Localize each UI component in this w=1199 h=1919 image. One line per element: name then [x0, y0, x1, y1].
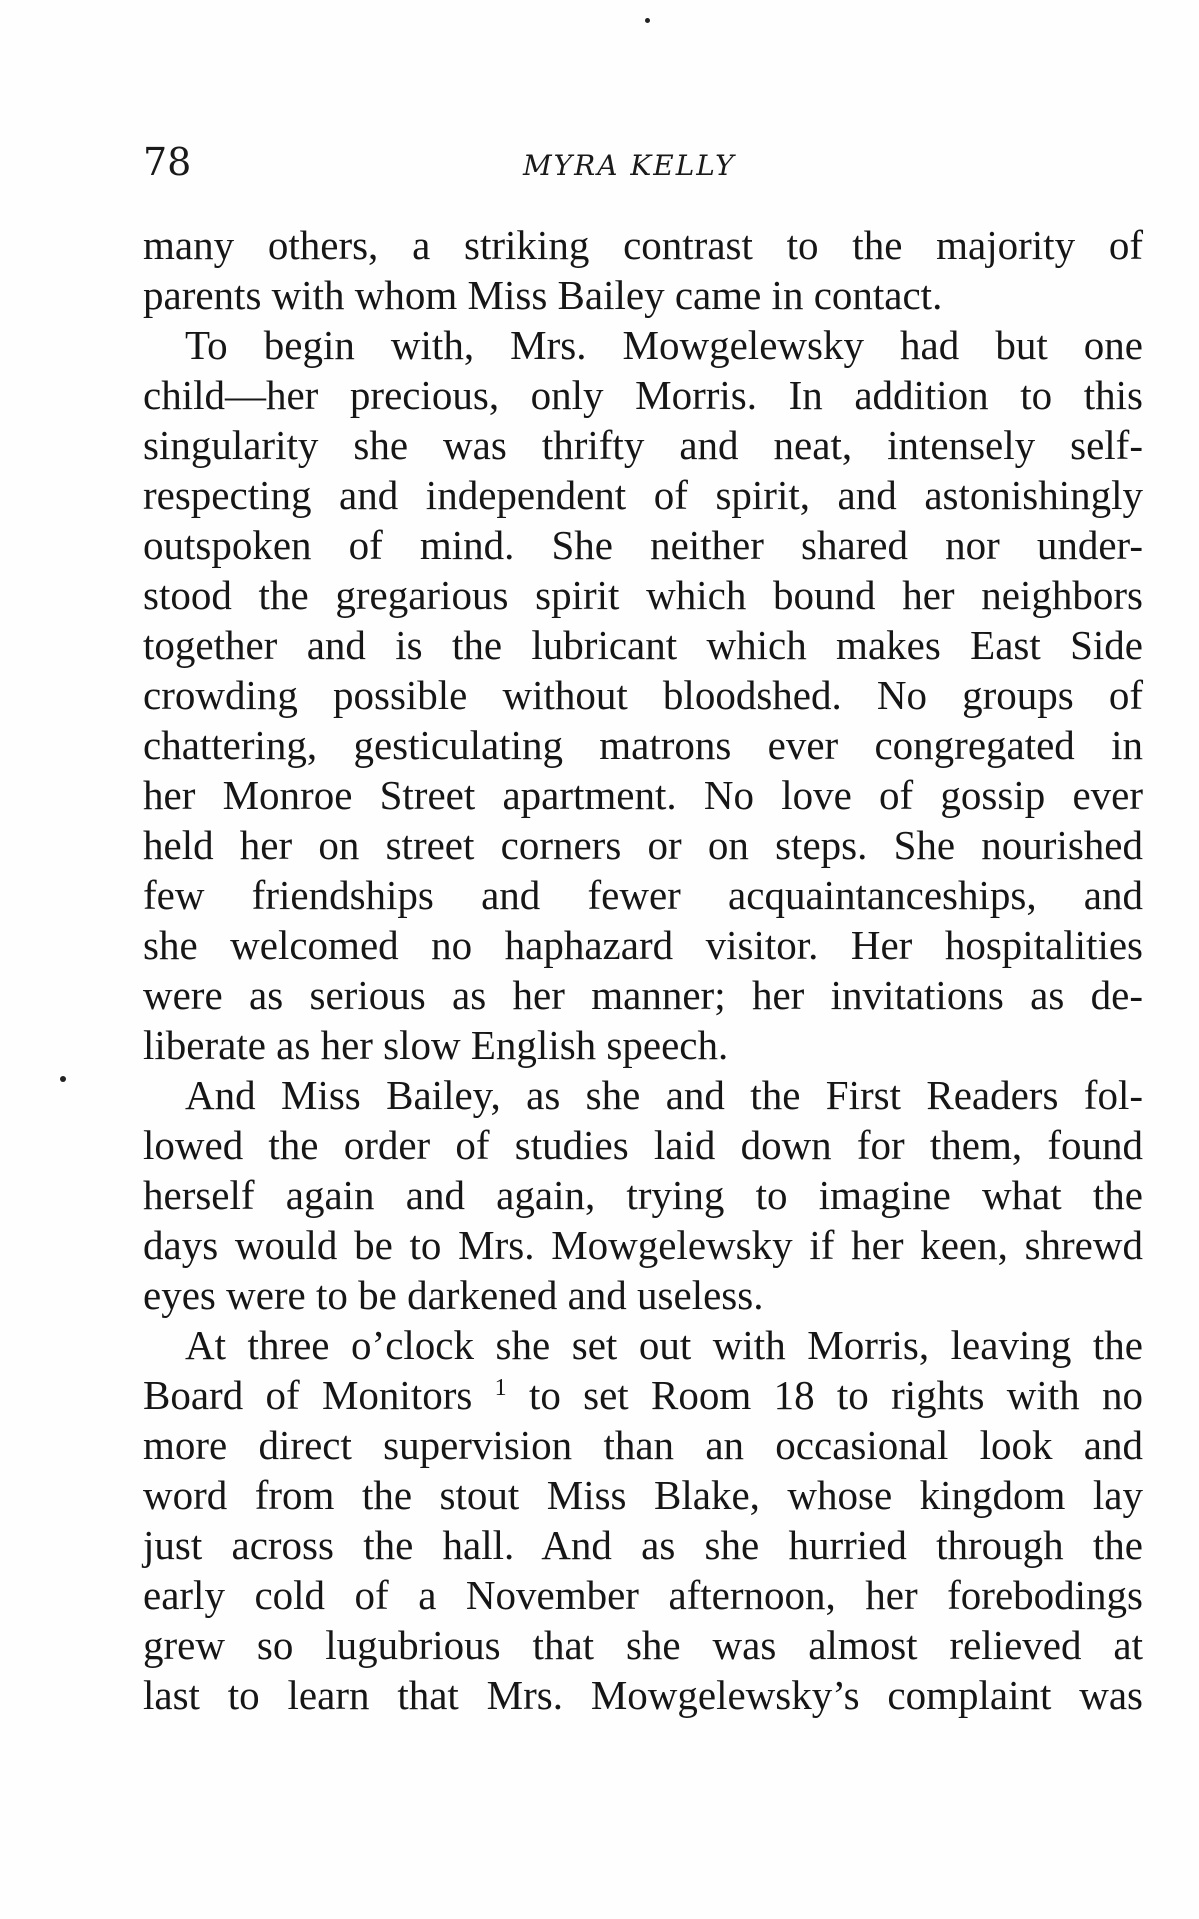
- text-line: she welcomed no haphazard visitor. Her hospitalities: [143, 922, 1143, 968]
- text-line: crowding possible without bloodshed. No groups of: [143, 672, 1143, 718]
- paragraph-first-line: At three o’clock she set out with Morris, leaving the: [185, 1322, 1143, 1368]
- text-line: just across the hall. And as she hurried through the: [143, 1522, 1143, 1568]
- text-line: respecting and independent of spirit, and astonishingly: [143, 472, 1143, 518]
- text-line: grew so lugubrious that she was almost relieved at: [143, 1622, 1143, 1668]
- text-line: held her on street corners or on steps. She nourished: [143, 822, 1143, 868]
- text-line: early cold of a November afternoon, her forebodings: [143, 1572, 1143, 1618]
- text-segment: Board of Monitors: [143, 1372, 473, 1418]
- text-line: days would be to Mrs. Mowgelewsky if her keen, shrewd: [143, 1222, 1143, 1268]
- text-line: chattering, gesticulating matrons ever congregated in: [143, 722, 1143, 768]
- text-line: outspoken of mind. She neither shared nor under-: [143, 522, 1143, 568]
- text-line: liberate as her slow English speech.: [143, 1022, 729, 1068]
- text-line: her Monroe Street apartment. No love of gossip ever: [143, 772, 1143, 818]
- text-line: child—her precious, only Morris. In addition to this: [143, 372, 1143, 418]
- text-line: singularity she was thrifty and neat, intensely self-: [143, 422, 1143, 468]
- body-text: [143, 220, 1143, 1720]
- text-line: were as serious as her manner; her invitations as de-: [143, 972, 1143, 1018]
- text-line: lowed the order of studies laid down for them, found: [143, 1122, 1143, 1168]
- footnote-marker[interactable]: 1: [494, 1375, 507, 1401]
- text-line: more direct supervision than an occasional look and: [143, 1422, 1143, 1468]
- text-line: herself again and again, trying to imagine what the: [143, 1172, 1143, 1218]
- ink-speck: [60, 1076, 66, 1082]
- text-line: parents with whom Miss Bailey came in contact.: [143, 272, 943, 318]
- text-line: together and is the lubricant which makes East Side: [143, 622, 1143, 668]
- ink-speck: [645, 18, 650, 23]
- paragraph-first-line: And Miss Bailey, as she and the First Readers fol-: [185, 1072, 1143, 1118]
- text-line: last to learn that Mrs. Mowgelewsky’s complaint was: [143, 1672, 1143, 1718]
- paragraph-first-line: To begin with, Mrs. Mowgelewsky had but one: [185, 322, 1143, 368]
- page-number: 78: [143, 140, 192, 184]
- text-line: few friendships and fewer acquaintanceships, and: [143, 872, 1143, 918]
- text-line: stood the gregarious spirit which bound her neighbors: [143, 572, 1143, 618]
- page-header: [143, 138, 1143, 186]
- text-line-with-footnote: [143, 1370, 1143, 1420]
- text-line: many others, a striking contrast to the majority of: [143, 222, 1143, 268]
- running-title: MYRA KELLY: [523, 149, 736, 182]
- text-line: word from the stout Miss Blake, whose kingdom lay: [143, 1472, 1143, 1518]
- text-segment: to set Room 18 to rights with no: [528, 1372, 1143, 1418]
- text-line: eyes were to be darkened and useless.: [143, 1272, 764, 1318]
